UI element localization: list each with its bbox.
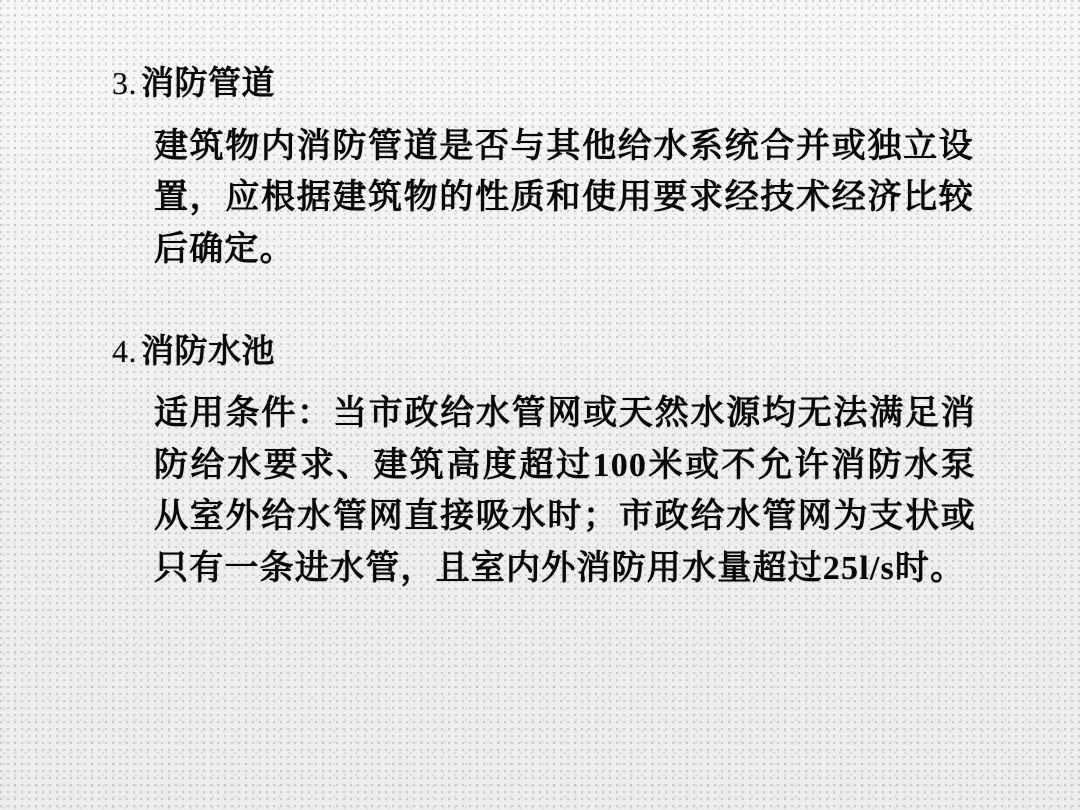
section-4 (112, 330, 1002, 595)
section-3-number: 3. (112, 65, 137, 101)
section-4-heading (112, 330, 1002, 375)
section-3-body: 建筑物内消防管道是否与其他给水系统合并或独立设置，应根据建筑物的性质和使用要求经技术经济比较后确定。 (154, 127, 974, 268)
section-3-heading (112, 62, 1002, 107)
section-3 (112, 62, 1002, 276)
section-4-title: 消防水池 (141, 333, 275, 370)
section-3-title: 消防管道 (141, 66, 275, 102)
section-4-number: 4. (112, 332, 137, 369)
slide-content (112, 62, 1002, 625)
section-4-body: 适用条件：当市政给水管网或天然水源均无法满足消防给水要求、建筑高度超过100米或不允许消防水泵从室外给水管网直接吸水时；市政给水管网为支状或只有一条进水管，且室内外消防用水量超过25l/s时。 (154, 395, 976, 588)
